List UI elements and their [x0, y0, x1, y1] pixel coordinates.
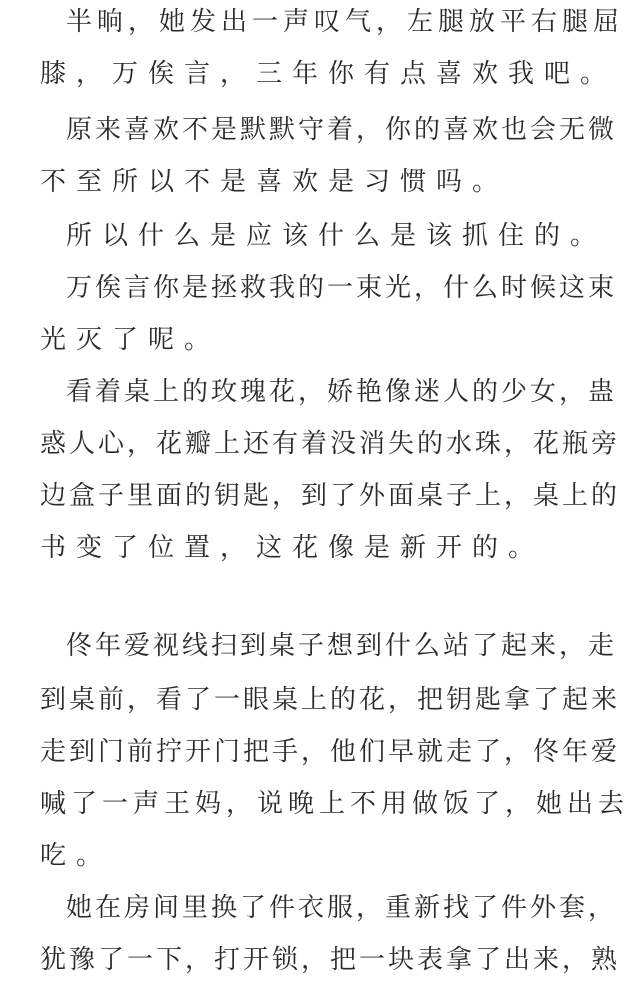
- text-line: 喊了一声王妈，说晚上不用做饭了，她出去: [40, 789, 630, 819]
- text-line: 边盒子里面的钥匙，到了外面桌子上，桌上的: [40, 481, 621, 511]
- text-line: 不至所以不是喜欢是习惯吗。: [40, 167, 509, 197]
- text-line: 走到门前拧开门把手，他们早就走了，佟年爱: [40, 737, 621, 767]
- text-line: 看着桌上的玫瑰花，娇艳像迷人的少女，蛊: [66, 377, 618, 407]
- text-line: 光灭了呢。: [40, 325, 221, 355]
- text-line: 膝，万俟言，三年你有点喜欢我吧。: [40, 59, 617, 89]
- text-line: 半晌，她发出一声叹气，左腿放平右腿屈: [66, 7, 625, 37]
- text-line: 犹豫了一下，打开锁，把一块表拿了出来，熟: [40, 945, 621, 975]
- text-line: 吃。: [40, 841, 113, 871]
- text-line: 所以什么是应该什么是该抓住的。: [66, 221, 607, 251]
- text-line: 万俟言你是拯救我的一束光，什么时候这束: [66, 273, 618, 303]
- text-line: 书变了位置，这花像是新开的。: [40, 533, 545, 563]
- text-line: 她在房间里换了件衣服，重新找了件外套，: [66, 893, 618, 923]
- text-line: 佟年爱视线扫到桌子想到什么站了起来，走: [66, 631, 618, 661]
- text-line: 惑人心，花瓣上还有着没消失的水珠，花瓶旁: [40, 429, 621, 459]
- text-line: 到桌前，看了一眼桌上的花，把钥匙拿了起来: [40, 685, 621, 715]
- text-line: 原来喜欢不是默默守着，你的喜欢也会无微: [66, 115, 618, 145]
